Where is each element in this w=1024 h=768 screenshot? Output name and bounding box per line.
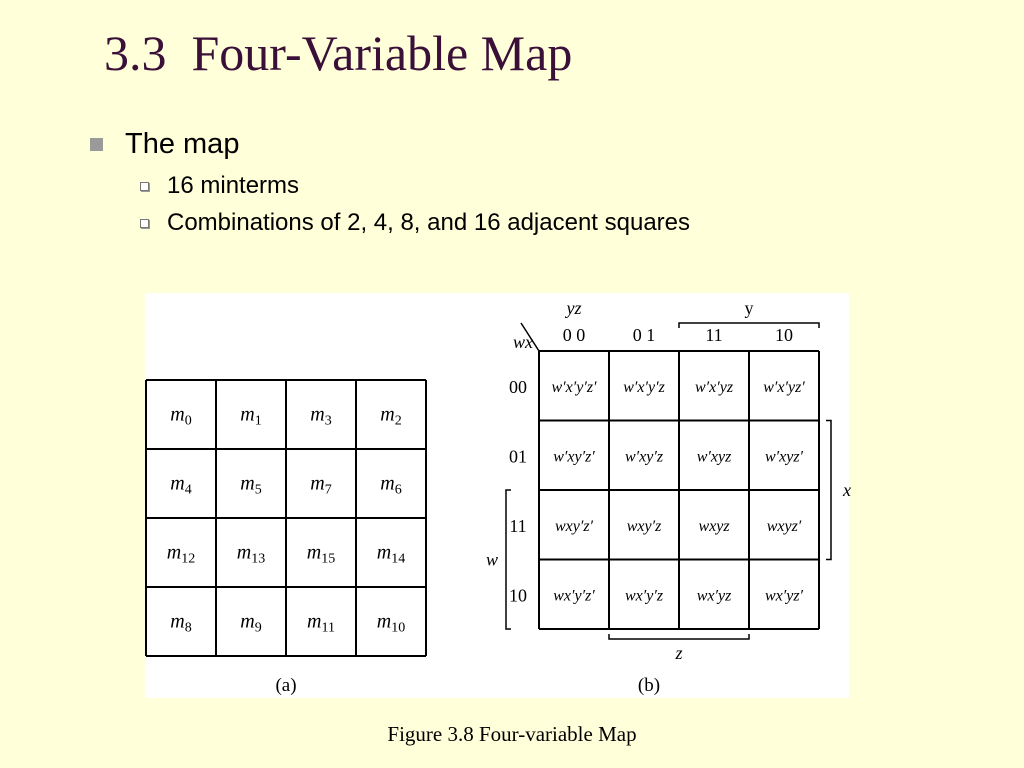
minterm-cell: $m_0$ — [170, 403, 192, 429]
minterm-cell: $m_{15}$ — [306, 541, 336, 567]
map-b-cell: wx′yz′ — [764, 587, 804, 605]
map-b-cell: w′x′yz — [694, 378, 734, 396]
map-b-cell: wxy′z′ — [554, 517, 594, 535]
sub-bullet-combinations — [140, 209, 690, 237]
map-a — [146, 380, 426, 656]
map-b-cell: w′xyz′ — [764, 448, 804, 466]
map-b-cell: w′xy′z′ — [553, 448, 595, 466]
brace-w-label: w — [485, 549, 499, 570]
slide-title: 3.3 Four-Variable Map — [104, 25, 573, 81]
map-b-cell: wxyz′ — [766, 517, 802, 535]
map-b-cell: w′xy′z — [624, 448, 664, 466]
row-variable-label: wx — [513, 332, 533, 352]
minterm-cell: $m_{14}$ — [376, 541, 406, 567]
minterm-cell: $m_{12}$ — [166, 541, 196, 567]
row-header: 01 — [509, 446, 527, 467]
map-b-cell: w′x′y′z — [623, 378, 665, 396]
minterm-cell: $m_9$ — [240, 610, 262, 636]
column-header: 10 — [775, 325, 793, 345]
brace-x — [826, 421, 831, 560]
brace-z-label: z — [675, 643, 683, 663]
bullet-the-map — [90, 128, 239, 161]
brace-z — [609, 634, 749, 639]
figure-panel — [145, 293, 849, 698]
minterm-cell: $m_3$ — [310, 403, 332, 429]
minterm-cell: $m_{10}$ — [376, 610, 406, 636]
map-b-label: (b) — [637, 675, 661, 696]
map-b-cell: w′x′yz′ — [763, 378, 805, 396]
minterm-cell: $m_8$ — [170, 610, 192, 636]
figure-caption: Figure 3.8 Four-variable Map — [387, 722, 637, 746]
map-b-cell: wx′y′z′ — [553, 587, 595, 605]
row-header: 00 — [509, 376, 527, 397]
minterm-cell: $m_2$ — [380, 403, 402, 429]
map-b-cell: wx′yz — [696, 587, 732, 605]
karnaugh-map-figure — [145, 293, 849, 698]
map-b-cell: wxyz — [698, 517, 730, 535]
brace-x-label: x — [843, 480, 851, 500]
square-bullet-icon — [90, 138, 103, 151]
map-b-cell: wx′y′z — [624, 587, 664, 605]
hollow-square-bullet-icon — [140, 219, 149, 228]
brace-w — [506, 490, 511, 629]
minterm-cell: $m_{11}$ — [307, 610, 335, 636]
column-variable-label: yz — [566, 298, 582, 318]
minterm-cell: $m_1$ — [240, 403, 262, 429]
sub-bullet-text: Combinations of 2, 4, 8, and 16 adjacent squares — [167, 209, 691, 236]
minterm-cell: $m_6$ — [380, 472, 402, 498]
minterm-cell: $m_7$ — [310, 472, 332, 498]
column-header: 0 1 — [632, 325, 656, 345]
minterm-cell: $m_4$ — [170, 472, 192, 498]
brace-y-label: y — [744, 298, 754, 318]
row-header: 10 — [509, 585, 527, 606]
brace-y — [679, 323, 819, 328]
sub-bullet-minterms — [140, 172, 299, 200]
column-header: 11 — [705, 325, 723, 345]
column-header: 0 0 — [562, 325, 586, 345]
map-a-label: (a) — [275, 675, 297, 696]
minterm-cell: $m_5$ — [240, 472, 262, 498]
map-b-cell: w′xyz — [696, 448, 732, 466]
row-header: 11 — [509, 515, 527, 536]
map-b-cell: w′x′y′z′ — [551, 378, 597, 396]
bullet-text: The map — [125, 128, 240, 160]
map-b-cell: wxy′z — [626, 517, 662, 535]
minterm-cell: $m_{13}$ — [236, 541, 266, 567]
sub-bullet-text: 16 minterms — [167, 172, 300, 199]
hollow-square-bullet-icon — [140, 182, 149, 191]
